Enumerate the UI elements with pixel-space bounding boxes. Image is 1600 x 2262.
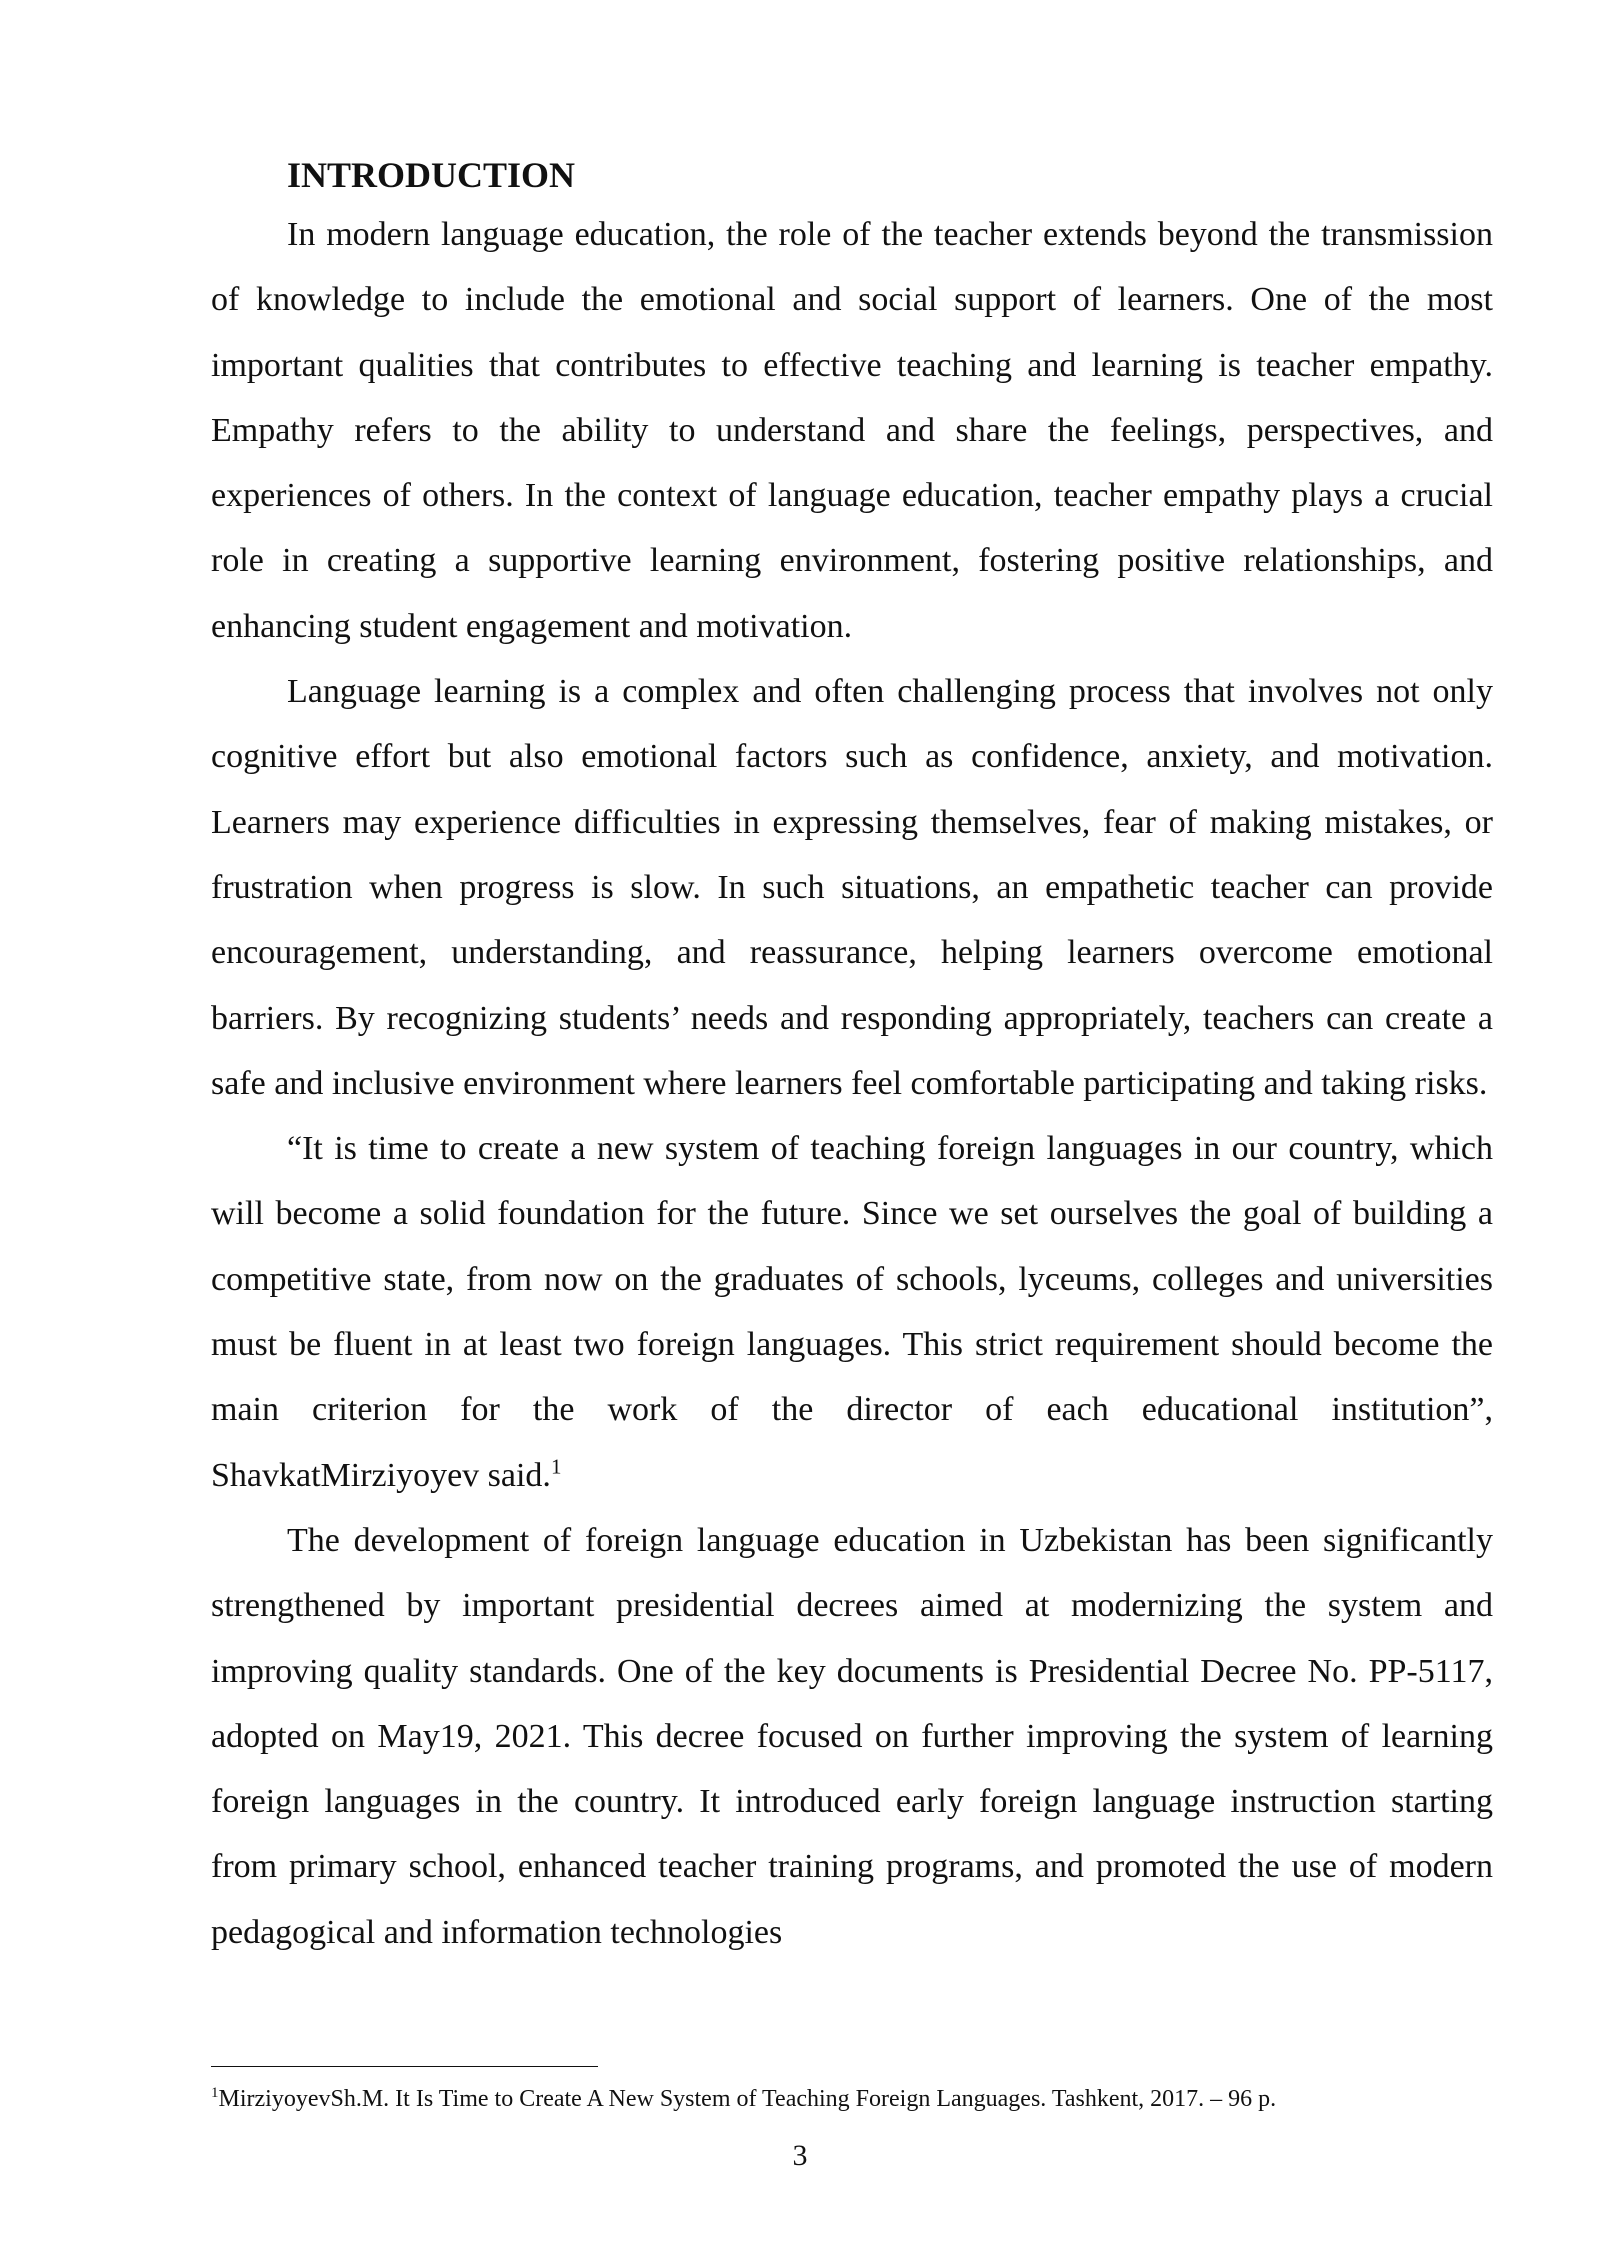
section-heading: INTRODUCTION (287, 155, 576, 195)
quote-text: “It is time to create a new system of teaching foreign languages in our country, which will become a solid foundation for the future. Since we set ourselves the goal of building a competitive state, from now on the graduates of schools, lyceums, colleges and universities must be fluent in at least two foreign languages. This strict requirement should become the main criterion for the work of the director of each educational institution”, ShavkatMirziyoyev said. (211, 1130, 1493, 1494)
footnote-reference[interactable]: 1 (550, 1454, 562, 1479)
paragraph-3 (211, 1116, 1493, 1508)
page-number: 3 (792, 2139, 808, 2172)
footnote (211, 2084, 1493, 2114)
footnote-text: MirziyoyevSh.M. It Is Time to Create A New System of Teaching Foreign Languages. Tashkent, 2017. – 96 p. (218, 2086, 1277, 2112)
paragraph-1: In modern language education, the role of the teacher extends beyond the transmission of knowledge to include the emotional and social support of learners. One of the most important qualities that contributes to effective teaching and learning is teacher empathy. Empathy refers to the ability to understand and share the feelings, perspectives, and experiences of others. In the context of language education, teacher empathy plays a crucial role in creating a supportive learning environment, fostering positive relationships, and enhancing student engagement and motivation. (211, 216, 1493, 645)
footnote-separator (211, 2066, 598, 2067)
paragraph-2: Language learning is a complex and often challenging process that involves not only cognitive effort but also emotional factors such as confidence, anxiety, and motivation. Learners may experience difficulties in expressing themselves, fear of making mistakes, or frustration when progress is slow. In such situations, an empathetic teacher can provide encouragement, understanding, and reassurance, helping learners overcome emotional barriers. By recognizing students’ needs and responding appropriately, teachers can create a safe and inclusive environment where learners feel comfortable participating and taking risks. (211, 673, 1493, 1102)
page-body (211, 148, 1493, 1965)
paragraph-4: The development of foreign language education in Uzbekistan has been significantly strengthened by important presidential decrees aimed at modernizing the system and improving quality standards. One of the key documents is Presidential Decree No. PP-5117, adopted on May19, 2021. This decree focused on further improving the system of learning foreign languages in the country. It introduced early foreign language instruction starting from primary school, enhanced teacher training programs, and promoted the use of modern pedagogical and information technologies (211, 1521, 1493, 1951)
footnote-marker: 1 (211, 2085, 219, 2101)
